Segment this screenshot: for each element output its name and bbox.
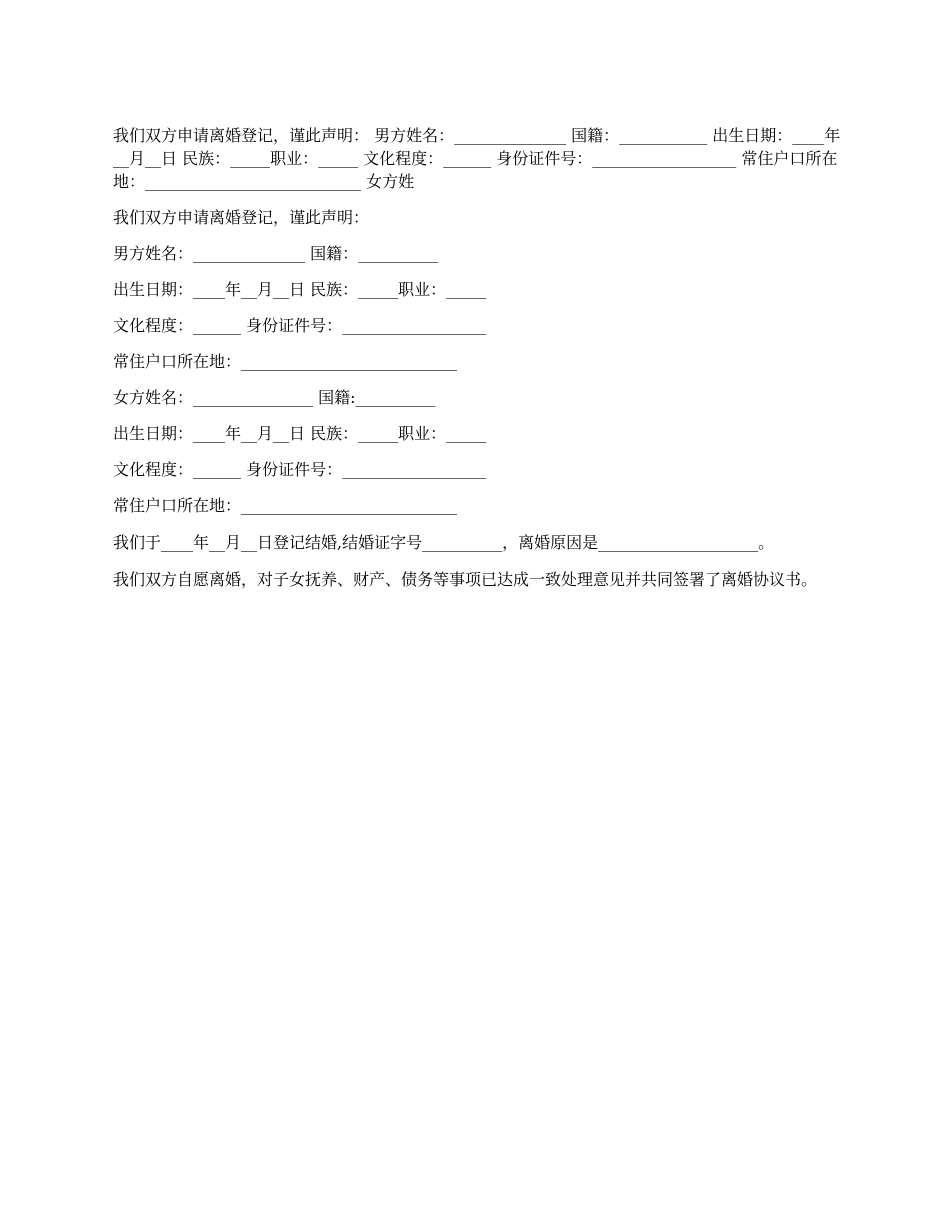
female-name-nationality-line: 女方姓名：_______________ 国籍:__________ [113,388,436,407]
female-residence-line: 常住户口所在地：___________________________ [113,496,458,515]
male-birth-ethnicity-occupation-line: 出生日期：____年__月__日 民族：_____职业：_____ [113,280,487,299]
male-education-id-line: 文化程度：______ 身份证件号：__________________ [113,316,487,335]
marriage-registration-paragraph: 我们于____年__月__日登记结婚,结婚证字号__________，离婚原因是____________________。 [113,533,775,552]
male-name-nationality-line: 男方姓名：______________ 国籍：__________ [113,244,439,263]
female-birth-ethnicity-occupation-line: 出生日期：____年__月__日 民族：_____职业：_____ [113,424,487,443]
male-residence-line: 常住户口所在地：___________________________ [113,352,458,371]
intro-paragraph: 我们双方申请离婚登记，谨此声明： 男方姓名：______________ 国籍：___________ 出生日期：____年__月__日 民族：_____职业：_____ 文化程度：______ 身份证件号：__________________ 常住户口所在地：___________________________ 女方姓 [113,126,841,191]
declaration-line: 我们双方申请离婚登记，谨此声明： [113,208,370,227]
divorce-agreement-paragraph: 我们双方自愿离婚，对子女抚养、财产、债务等事项已达成一致处理意见并共同签署了离婚协议书。 [113,570,818,589]
female-education-id-line: 文化程度：______ 身份证件号：__________________ [113,460,487,479]
document-body [113,124,843,605]
